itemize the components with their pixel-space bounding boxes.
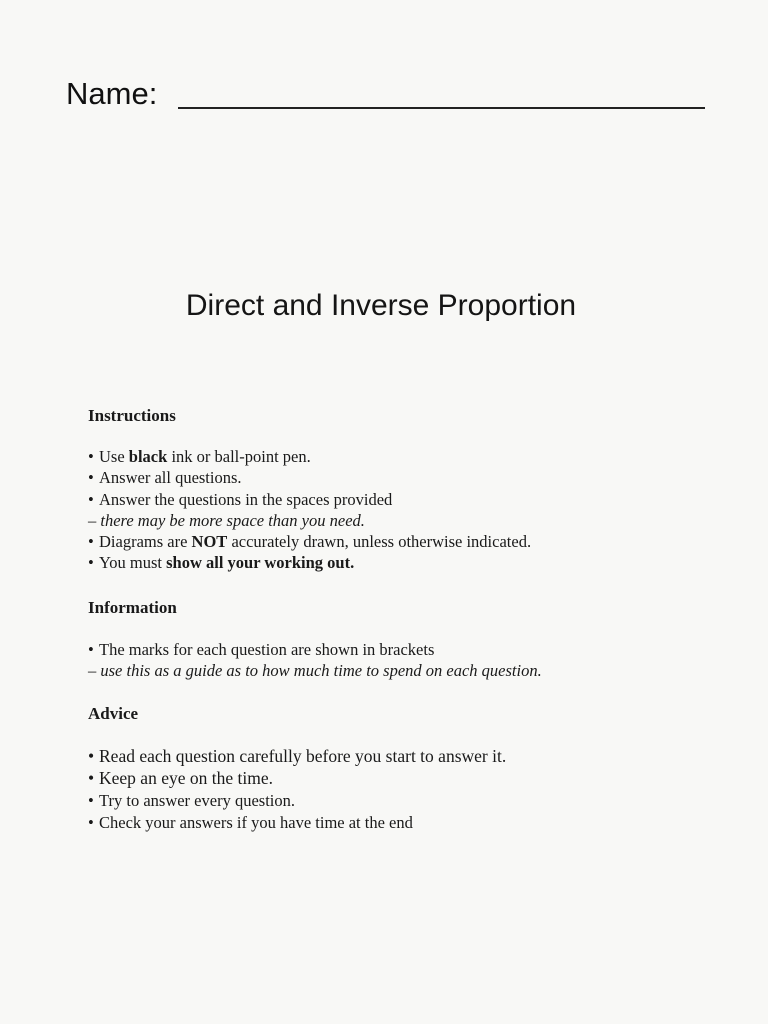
advice-section [88, 703, 688, 834]
bullet-icon: • [88, 812, 94, 832]
bullet-icon: • [88, 768, 95, 789]
bullet-icon: • [88, 746, 95, 766]
information-item: • The marks for each question are shown in brackets [88, 640, 435, 659]
instruction-item: • You must show all your working out. [88, 553, 355, 573]
bullet-icon: • [88, 468, 94, 488]
advice-list [88, 745, 688, 834]
advice-item: • Read each question carefully before you start to answer it. [88, 746, 507, 766]
name-field-row [66, 74, 706, 114]
information-list [88, 639, 688, 682]
advice-item: • Keep an eye on the time. [88, 768, 273, 789]
information-heading: Information [88, 598, 177, 617]
instruction-item: • Answer the questions in the spaces provided [88, 489, 393, 509]
page-title: Direct and Inverse Proportion [185, 289, 577, 322]
instruction-item: • Diagrams are NOT accurately drawn, unless otherwise indicated. [88, 532, 532, 552]
name-write-line[interactable] [178, 107, 705, 109]
information-item-note: – use this as a guide as to how much time to spend on each question. [88, 661, 542, 681]
advice-heading: Advice [88, 704, 139, 723]
instruction-item-note: – there may be more space than you need. [88, 510, 365, 530]
instructions-list [88, 446, 688, 574]
advice-item: • Try to answer every question. [88, 790, 688, 812]
dash-icon: – [88, 510, 97, 530]
bullet-icon: • [88, 532, 94, 552]
information-section [88, 597, 688, 682]
instruction-item: • Use black ink or ball-point pen. [88, 447, 311, 466]
bullet-icon: • [88, 790, 94, 810]
advice-item: • Check your answers if you have time at the end [88, 812, 688, 834]
dash-icon: – [88, 661, 97, 681]
name-label: Name: [66, 76, 158, 111]
instruction-item: • Answer all questions. [88, 468, 242, 488]
bullet-icon: • [88, 553, 94, 573]
instructions-heading: Instructions [88, 406, 176, 425]
bullet-icon: • [88, 489, 94, 509]
instructions-section [88, 405, 688, 574]
bullet-icon: • [88, 447, 94, 466]
bullet-icon: • [88, 640, 94, 659]
